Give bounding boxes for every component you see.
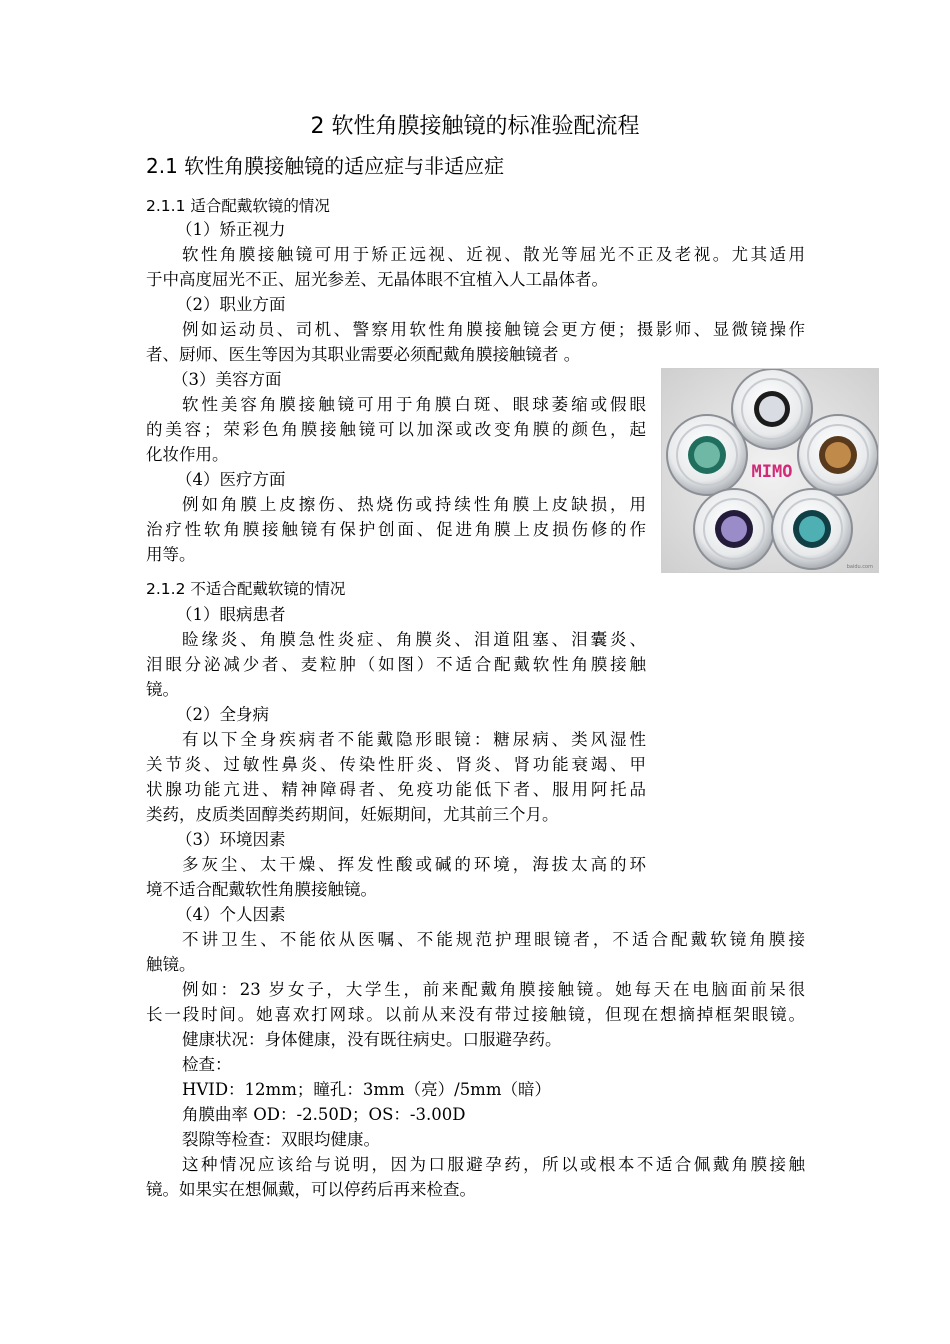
paragraph-line: 治疗性软角膜接触镜有保护创面、促进角膜上皮损伤修的作 bbox=[146, 520, 646, 539]
item-title-cosmetic: （3）美容方面 bbox=[172, 370, 282, 389]
item-title-medical: （4）医疗方面 bbox=[176, 470, 286, 489]
paragraph-line: 健康状况：身体健康，没有既往病史。口服避孕药。 bbox=[182, 1030, 562, 1049]
item-title-occupation: （2）职业方面 bbox=[176, 295, 286, 314]
paragraph-line: 化妆作用。 bbox=[146, 445, 229, 464]
paragraph-line: 于中高度屈光不正、屈光参差、无晶体眼不宜植入人工晶体者。 bbox=[146, 270, 608, 289]
paragraph-line: 长一段时间。她喜欢打网球。以前从来没有带过接触镜，但现在想摘掉框架眼镜。 bbox=[146, 1005, 805, 1024]
section-heading: 2.1 软性角膜接触镜的适应症与非适应症 bbox=[146, 154, 505, 178]
paragraph-line: 多灰尘、太干燥、挥发性酸或碱的环境，海拔太高的环 bbox=[182, 855, 646, 874]
paragraph-line: 状腺功能亢进、精神障碍者、免疫功能低下者、服用阿托品 bbox=[146, 780, 646, 799]
subsection-heading-2-1-1: 2.1.1 适合配戴软镜的情况 bbox=[146, 197, 330, 215]
paragraph-line: 镜。如果实在想佩戴，可以停药后再来检查。 bbox=[146, 1180, 476, 1199]
paragraph-line: 关节炎、过敏性鼻炎、传染性肝炎、肾炎、肾功能衰竭、甲 bbox=[146, 755, 646, 774]
paragraph-line: 角膜曲率 OD：-2.50D；OS：-3.00D bbox=[182, 1105, 466, 1124]
paragraph-line: 类药，皮质类固醇类药期间，妊娠期间，尤其前三个月。 bbox=[146, 805, 559, 824]
paragraph-line: 镜。 bbox=[146, 680, 179, 699]
paragraph-line: 的美容；荣彩色角膜接触镜可以加深或改变角膜的颜色，起 bbox=[146, 420, 646, 439]
item-title-eye-disease: （1）眼病患者 bbox=[176, 605, 286, 624]
paragraph-line: 例如角膜上皮擦伤、热烧伤或持续性角膜上皮缺损，用 bbox=[182, 495, 646, 514]
paragraph-line: 软性美容角膜接触镜可用于角膜白斑、眼球萎缩或假眼 bbox=[182, 395, 646, 414]
item-title-environment: （3）环境因素 bbox=[176, 830, 286, 849]
paragraph-line: HVID：12mm；瞳孔：3mm（亮）/5mm（暗） bbox=[182, 1080, 551, 1099]
paragraph-line: 不讲卫生、不能依从医嘱、不能规范护理眼镜者，不适合配戴软镜角膜接 bbox=[182, 930, 805, 949]
paragraph-line: 检查： bbox=[182, 1055, 232, 1074]
paragraph-line: 睑缘炎、角膜急性炎症、角膜炎、泪道阻塞、泪囊炎、 bbox=[182, 630, 646, 649]
paragraph-line: 例如运动员、司机、警察用软性角膜接触镜会更方便；摄影师、显微镜操作 bbox=[182, 320, 805, 339]
paragraph-line: 用等。 bbox=[146, 545, 196, 564]
paragraph-line: 有以下全身疾病者不能戴隐形眼镜：糖尿病、类风湿性 bbox=[182, 730, 646, 749]
paragraph-line: 者、厨师、医生等因为其职业需要必须配戴角膜接触镜者 。 bbox=[146, 345, 581, 364]
paragraph-line: 这种情况应该给与说明，因为口服避孕药，所以或根本不适合佩戴角膜接触 bbox=[182, 1155, 805, 1174]
item-title-personal: （4）个人因素 bbox=[176, 905, 286, 924]
contact-lens-photo bbox=[661, 368, 879, 573]
paragraph-line: 触镜。 bbox=[146, 955, 196, 974]
paragraph-line: 泪眼分泌减少者、麦粒肿（如图）不适合配戴软性角膜接触 bbox=[146, 655, 646, 674]
item-title-systemic-disease: （2）全身病 bbox=[176, 705, 269, 724]
paragraph-line: 例如：23 岁女子，大学生，前来配戴角膜接触镜。她每天在电脑面前呆很 bbox=[182, 980, 805, 999]
paragraph-line: 软性角膜接触镜可用于矫正远视、近视、散光等屈光不正及老视。尤其适用 bbox=[182, 245, 805, 264]
item-title-vision: （1）矫正视力 bbox=[176, 220, 286, 239]
chapter-heading: 2 软性角膜接触镜的标准验配流程 bbox=[310, 114, 640, 139]
brand-text: MIMO bbox=[751, 462, 793, 482]
watermark-text: baidu.com bbox=[846, 564, 873, 570]
subsection-heading-2-1-2: 2.1.2 不适合配戴软镜的情况 bbox=[146, 580, 346, 598]
paragraph-line: 裂隙等检查：双眼均健康。 bbox=[182, 1130, 380, 1149]
paragraph-line: 境不适合配戴软性角膜接触镜。 bbox=[146, 880, 377, 899]
